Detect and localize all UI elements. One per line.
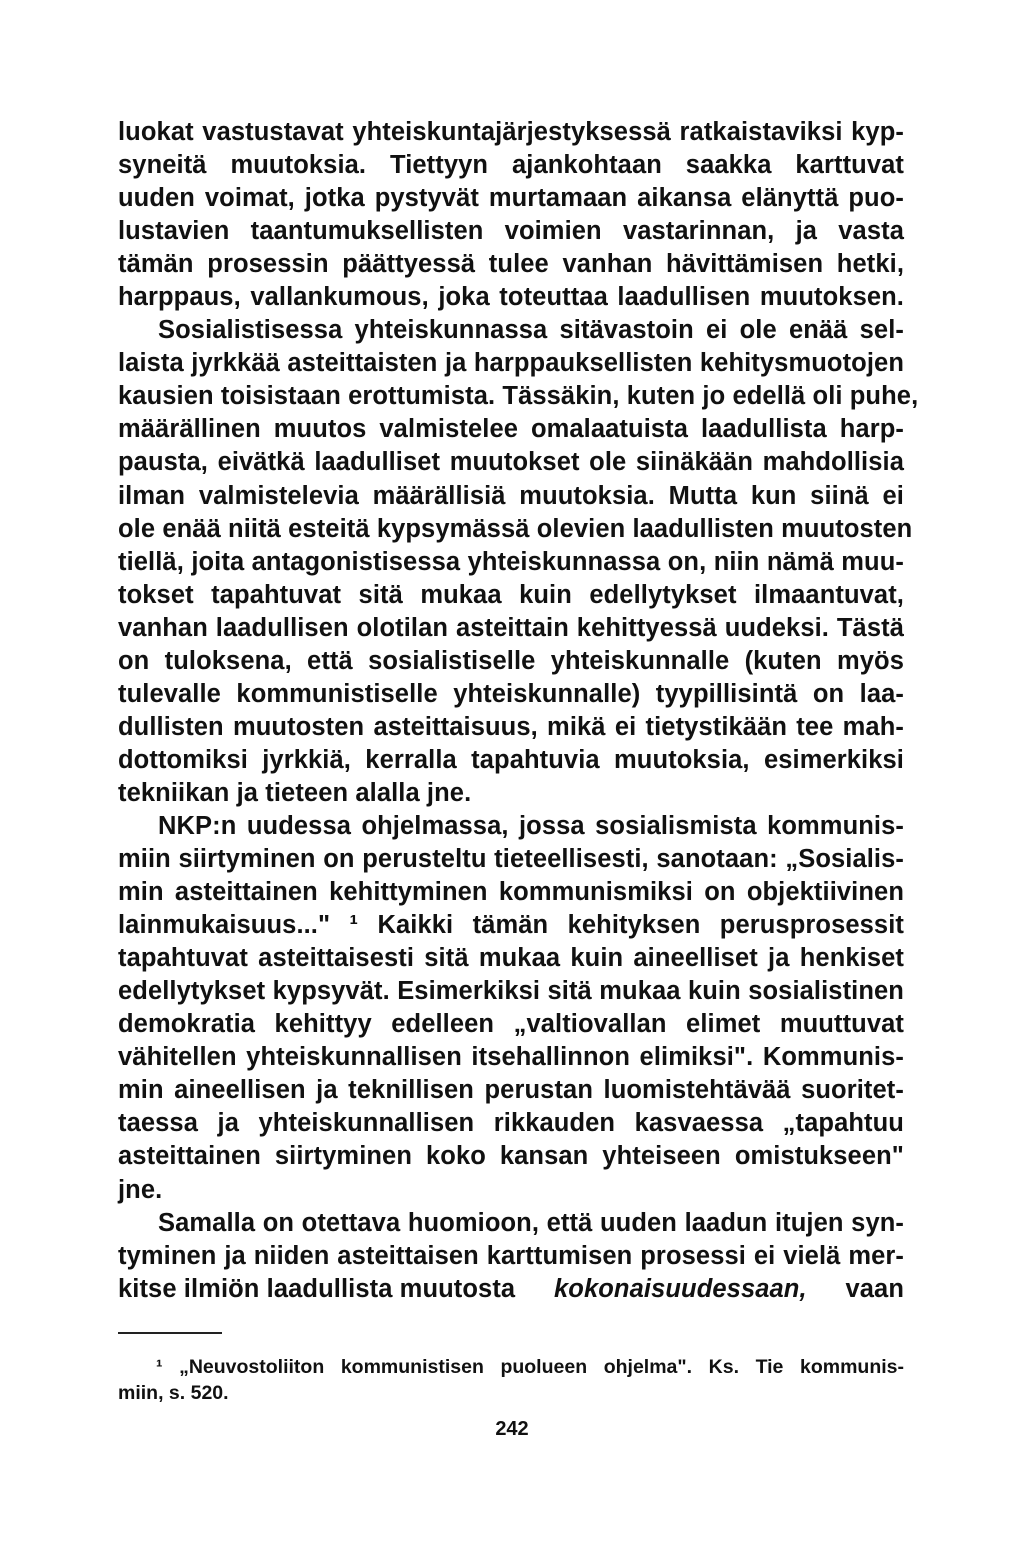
text-line: tämän prosessin päättyessä tulee vanhan hävittämisen hetki,: [118, 250, 904, 279]
emphasized-text: kokonaisuudessaan,: [554, 1274, 807, 1303]
footnote-line: ¹ „Neuvostoliiton kommunistisen puolueen ohjelma". Ks. Tie kommunis-: [156, 1356, 904, 1378]
text-line: ilman valmistelevia määrällisiä muutoksia. Mutta kun siinä ei: [118, 481, 904, 510]
footnote-rule: [118, 1332, 222, 1334]
text-line: syneitä muutoksia. Tiettyyn ajankohtaan saakka karttuvat: [118, 151, 904, 180]
text-line: tekniikan ja tieteen alalla jne.: [118, 778, 472, 807]
text-segment: vaan: [845, 1274, 904, 1303]
text-line: Samalla on otettava huomioon, että uuden laadun itujen syn-: [158, 1208, 904, 1237]
text-line: min asteittainen kehittyminen kommunismiksi on objektiivinen: [118, 878, 904, 907]
text-line: NKP:n uudessa ohjelmassa, jossa sosialismista kommunis-: [158, 811, 904, 840]
text-line: määrällinen muutos valmistelee omalaatuista laadullista harp-: [118, 415, 904, 444]
text-line: jne.: [118, 1175, 163, 1204]
text-line: tokset tapahtuvat sitä mukaa kuin edellytykset ilmaantuvat,: [118, 580, 904, 609]
text-line: taessa ja yhteiskunnallisen rikkauden kasvaessa „tapahtuu: [118, 1109, 904, 1138]
page-number: 242: [495, 1418, 529, 1440]
text-line: vähitellen yhteiskunnallisen itsehallinnon elimiksi". Kommunis-: [118, 1043, 904, 1072]
text-line: lainmukaisuus..." ¹ Kaikki tämän kehityksen perusprosessit: [118, 911, 904, 940]
text-line: uuden voimat, jotka pystyvät murtamaan aikansa elänyttä puo-: [118, 184, 904, 213]
text-line: tapahtuvat asteittaisesti sitä mukaa kuin aineelliset ja henkiset: [118, 944, 904, 973]
text-line: dullisten muutosten asteittaisuus, mikä ei tietystikään tee mah-: [118, 712, 904, 741]
text-line: on tuloksena, että sosialistiselle yhteiskunnalle (kuten myös: [118, 646, 904, 675]
text-line: tiellä, joita antagonistisessa yhteiskunnassa on, niin nämä muu-: [118, 547, 904, 576]
text-line: tulevalle kommunistiselle yhteiskunnalle) tyypillisintä on laa-: [118, 679, 904, 708]
text-line: vanhan laadullisen olotilan asteittain kehittyessä uudeksi. Tästä: [118, 613, 904, 642]
text-segment: kitse ilmiön laadullista muutosta: [118, 1274, 516, 1303]
text-line: edellytykset kypsyvät. Esimerkiksi sitä mukaa kuin sosialistinen: [118, 977, 904, 1006]
text-line: dottomiksi jyrkkiä, kerralla tapahtuvia muutoksia, esimerkiksi: [118, 745, 904, 774]
text-line: miin siirtyminen on perusteltu tieteellisesti, sanotaan: „Sosialis-: [118, 845, 904, 874]
text-line: laista jyrkkää asteittaisten ja harppauksellisten kehitysmuotojen: [118, 349, 904, 378]
text-line: kausien toisistaan erottumista. Tässäkin, kuten jo edellä oli puhe,: [118, 382, 919, 411]
text-line: tyminen ja niiden asteittaisen karttumisen prosessi ei vielä mer-: [118, 1241, 904, 1270]
text-line: pausta, eivätkä laadulliset muutokset ole siinäkään mahdollisia: [118, 448, 904, 477]
text-line: asteittainen siirtyminen koko kansan yhteiseen omistukseen": [118, 1142, 904, 1171]
footnote-line: miin, s. 520.: [118, 1382, 229, 1404]
body-text: [118, 116, 919, 1306]
text-line: demokratia kehittyy edelleen „valtiovallan elimet muuttuvat: [118, 1010, 904, 1039]
text-line: lustavien taantumuksellisten voimien vastarinnan, ja vasta: [118, 217, 904, 246]
text-line: harppaus, vallankumous, joka toteuttaa laadullisen muutoksen.: [118, 283, 904, 312]
text-line: min aineellisen ja teknillisen perustan luomistehtävää suoritet-: [118, 1076, 904, 1105]
text-line: luokat vastustavat yhteiskuntajärjestyksessä ratkaistaviksi kyp-: [118, 118, 904, 146]
text-line: ole enää niitä esteitä kypsymässä olevien laadullisten muutosten: [118, 514, 913, 543]
text-line: [118, 1273, 904, 1306]
footnote: [118, 1354, 904, 1406]
text-line: Sosialistisessa yhteiskunnassa sitävastoin ei ole enää sel-: [158, 316, 904, 345]
